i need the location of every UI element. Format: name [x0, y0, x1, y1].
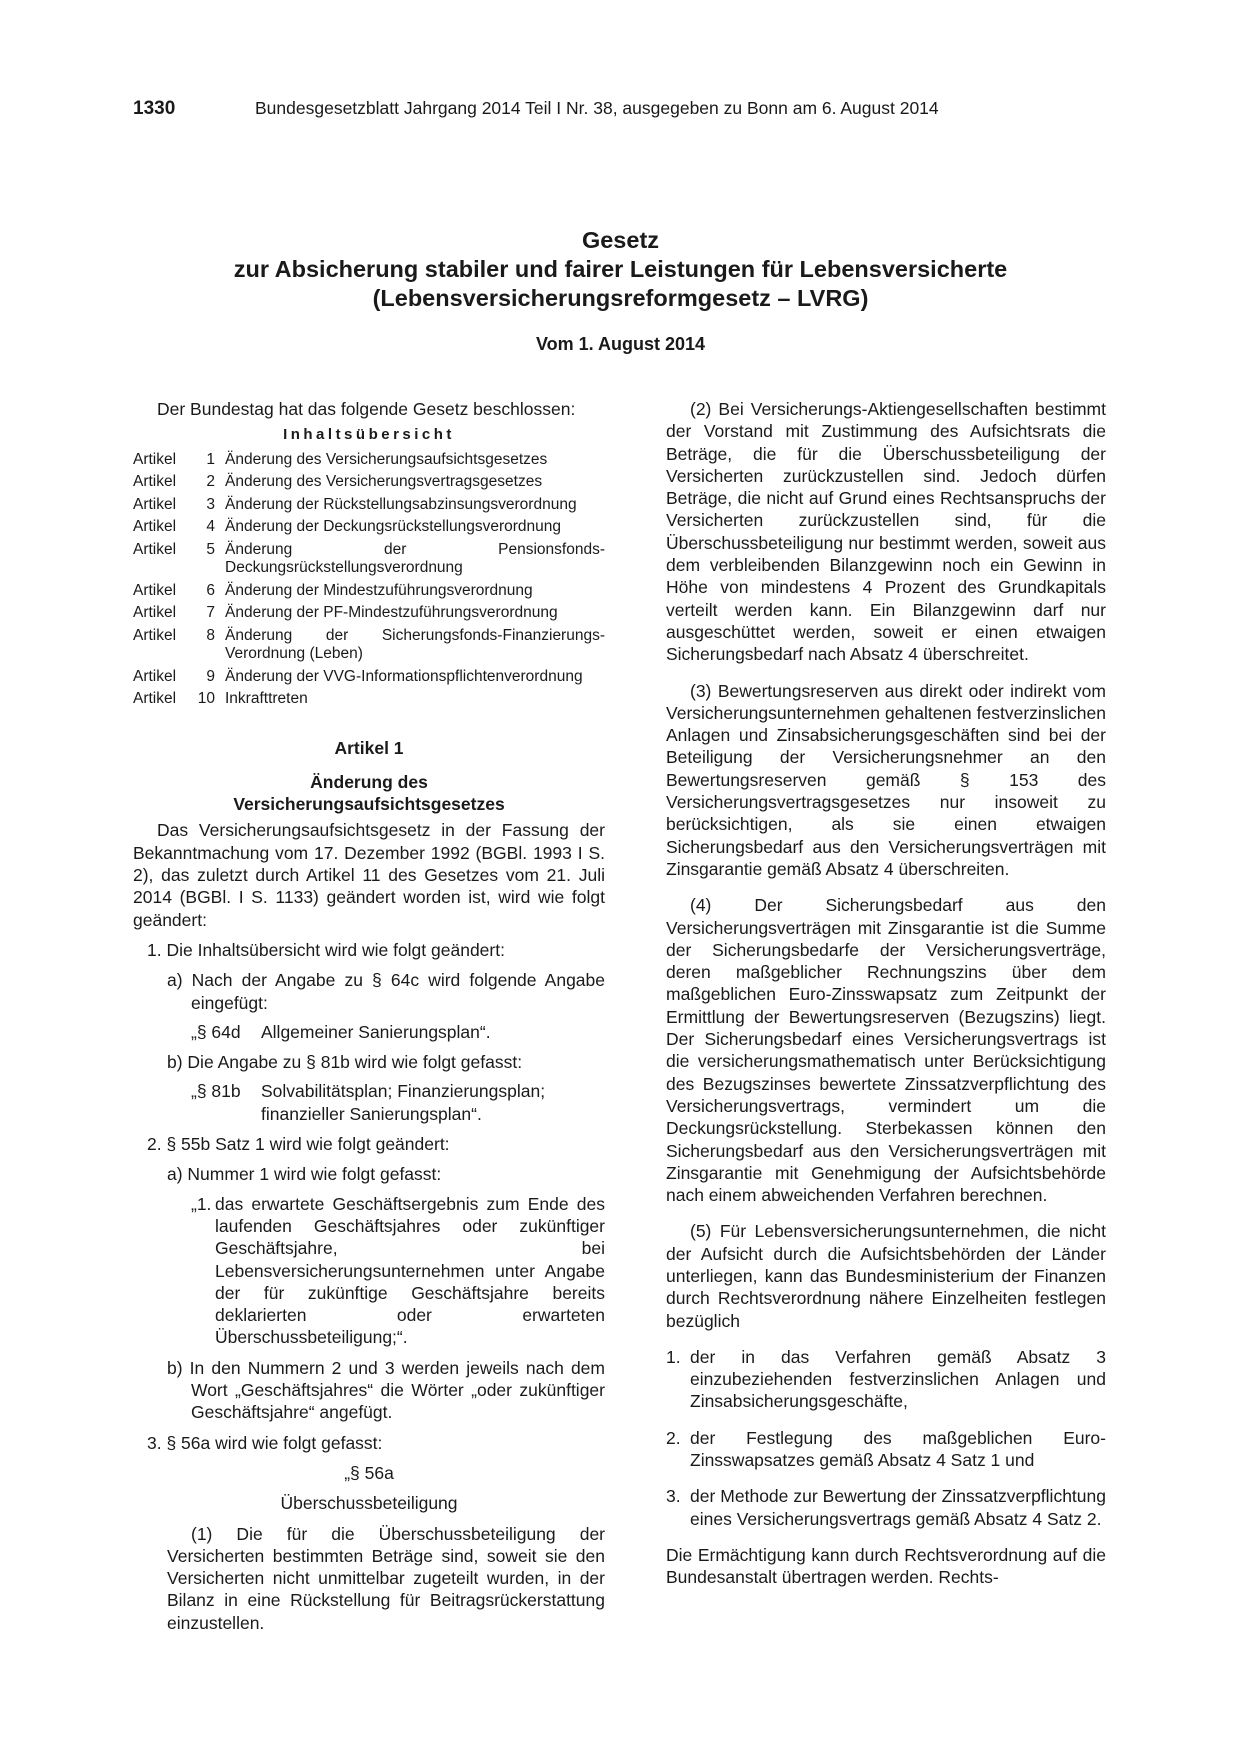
quote-key: „§ 81b	[191, 1081, 241, 1102]
page-header	[133, 98, 1108, 124]
list-mark: 1.	[666, 1346, 681, 1367]
toc-text: Änderung der Deckungsrückstellungsverordnung	[225, 518, 562, 536]
amendment-item-1b: b) Die Angabe zu § 81b wird wie folgt gefasst:	[167, 1052, 523, 1073]
toc-text: Änderung der VVG-Informationspflichtenverordnung	[225, 667, 583, 685]
section-title: Überschussbeteiligung	[280, 1493, 458, 1514]
toc-art: Artikel	[133, 518, 177, 536]
list-mark: 2.	[666, 1427, 681, 1448]
toc-num: 4	[206, 518, 215, 536]
toc-text: Änderung der Mindestzuführungsverordnung	[225, 581, 533, 599]
amendment-item-1: 1. Die Inhaltsübersicht wird wie folgt geändert:	[147, 939, 505, 960]
page-number: 1330	[133, 98, 176, 119]
toc-art: Artikel	[133, 626, 177, 644]
toc-num: 2	[206, 473, 215, 491]
toc-num: 9	[206, 667, 215, 685]
section-paragraph-1: (1) Die für die Überschussbeteiligung der Versicherten bestimmten Beträge sind, soweit sie den Versicherten nicht unmittelbar zugeteilt wurden, in der Bilanz in eine Rückstellung für Beitragsrückerstattung einzustellen.	[167, 1523, 605, 1633]
section-paragraph-2: (2) Bei Versicherungs-Aktiengesellschaften bestimmt der Vorstand mit Zustimmung des Aufsichtsrats die Beträge, die für die Überschussbeteiligung der Versicherten zurückzustellen sind. Jedoch dürfen Beträge, die nicht auf Grund eines Rechtsanspruchs der Versicherten zurückzustellen sind, für die Überschussbeteiligung nur bestimmt werden, soweit aus dem verbleibenden Bilanzgewinn noch ein Gewinn in Höhe von mindestens 4 Prozent des Grundkapitals verteilt werden kann. Ein Bilanzgewinn darf nur ausgeschüttet werden, soweit er einen etwaigen Sicherungsbedarf nach Absatz 4 überschreitet.	[666, 399, 1106, 665]
list-item	[666, 1485, 1106, 1530]
toc-art: Artikel	[133, 667, 177, 685]
toc-text: Inkrafttreten	[225, 690, 308, 708]
toc-num: 7	[206, 604, 215, 622]
toc-text: Änderung der Rückstellungsabzinsungsverordnung	[225, 495, 577, 513]
toc-text: Änderung des Versicherungsvertragsgesetzes	[225, 473, 543, 491]
list-item	[666, 1346, 1106, 1413]
table-of-contents	[133, 451, 605, 709]
closing-paragraph: Die Ermächtigung kann durch Rechtsverordnung auf die Bundesanstalt übertragen werden. Rechts-	[666, 1544, 1106, 1588]
toc-row	[133, 668, 605, 687]
quote-81b	[133, 1080, 605, 1125]
section-paragraph-5: (5) Für Lebensversicherungsunternehmen, die nicht der Aufsicht durch die Aufsichtsbehörden der Länder unterliegen, kann das Bundesministerium der Finanzen durch Rechtsverordnung nähere Einzelheiten festlegen bezüglich	[666, 1221, 1106, 1331]
quote-mark: „1.	[191, 1193, 212, 1214]
toc-heading: Inhaltsübersicht	[283, 426, 455, 444]
toc-num: 6	[206, 581, 215, 599]
toc-text: Änderung der PF-Mindestzuführungsverordnung	[225, 604, 558, 622]
amendment-item-2a: a) Nummer 1 wird wie folgt gefasst:	[167, 1164, 442, 1185]
quote-value: das erwartete Geschäftsergebnis zum Ende des laufenden Geschäftsjahres oder zukünftiger Geschäftsjahre, bei Lebensversicherungsunternehmen unter Angabe der für zukünftige Geschäftsjahre bereits deklarierten oder erwarteten Überschussbeteiligung;“.	[215, 1193, 605, 1348]
article-heading: Artikel 1	[334, 737, 404, 758]
section-paragraph-4: (4) Der Sicherungsbedarf aus den Versicherungsverträgen mit Zinsgarantie ist die Summe der Sicherungsbedarfe der Versicherungsverträge, deren maßgeblicher Rechnungszins über dem maßgeblichen Euro-Zinsswapsatz zum Zeitpunkt der Ermittlung der Bewertungsreserven (Bezugszins) liegt. Der Sicherungsbedarf eines Versicherungsvertrags ist die versicherungsmathematisch unter Berücksichtigung des Bezugszinses bewertete Zinssatzverpflichtung des Versicherungsvertrags, vermindert um die Deckungsrückstellung. Sterbekassen können den Sicherungsbedarf aus den Versicherungsverträgen mit Zinsgarantie mit Genehmigung der Aufsichtsbehörde nach einem abweichenden Verfahren berechnen.	[666, 895, 1106, 1206]
toc-art: Artikel	[133, 540, 177, 558]
list-text: der in das Verfahren gemäß Absatz 3 einzubeziehenden festverzinslichen Anlagen und Zinsabsicherungsgeschäfte,	[690, 1346, 1106, 1412]
toc-row	[133, 627, 605, 664]
toc-num: 5	[206, 540, 215, 558]
amendment-item-3: 3. § 56a wird wie folgt gefasst:	[147, 1432, 383, 1453]
amendment-item-2: 2. § 55b Satz 1 wird wie folgt geändert:	[147, 1134, 450, 1155]
toc-text: Änderung der Sicherungsfonds-Finanzierungs-Verordnung (Leben)	[225, 626, 605, 663]
toc-row	[133, 604, 605, 623]
law-title	[133, 226, 1108, 313]
toc-art: Artikel	[133, 473, 177, 491]
section-number: „§ 56a	[344, 1462, 394, 1483]
running-head: Bundesgesetzblatt Jahrgang 2014 Teil I Nr. 38, ausgegeben zu Bonn am 6. August 2014	[255, 98, 939, 118]
toc-row	[133, 518, 605, 537]
toc-row	[133, 690, 605, 709]
quote-value: Solvabilitätsplan; Finanzierungsplan; finanzieller Sanierungsplan“.	[261, 1081, 546, 1124]
toc-num: 3	[206, 495, 215, 513]
toc-num: 1	[206, 450, 215, 468]
toc-text: Änderung des Versicherungsaufsichtsgesetzes	[225, 450, 548, 468]
quote-value: Allgemeiner Sanierungsplan“.	[261, 1021, 491, 1042]
toc-row	[133, 451, 605, 470]
toc-art: Artikel	[133, 495, 177, 513]
quote-key: „§ 64d	[191, 1021, 241, 1042]
list-text: der Festlegung des maßgeblichen Euro-Zinsswapsatzes gemäß Absatz 4 Satz 1 und	[690, 1427, 1106, 1471]
preamble: Der Bundestag hat das folgende Gesetz beschlossen:	[157, 399, 576, 419]
title-line-2: zur Absicherung stabiler und fairer Leistungen für Lebensversicherte	[233, 256, 1008, 282]
toc-art: Artikel	[133, 690, 177, 708]
list-item	[666, 1427, 1106, 1472]
toc-row	[133, 496, 605, 515]
article-intro: Das Versicherungsaufsichtsgesetz in der Fassung der Bekanntmachung vom 17. Dezember 1992 (BGBl. 1993 I S. 2), das zuletzt durch Artikel 11 des Gesetzes vom 21. Juli 2014 (BGBl. I S. 1133) geändert worden ist, wird wie folgt geändert:	[133, 820, 605, 930]
toc-row	[133, 541, 605, 578]
title-line-3: (Lebensversicherungsreformgesetz – LVRG)	[372, 285, 869, 311]
toc-art: Artikel	[133, 450, 177, 468]
toc-num: 8	[206, 626, 215, 644]
quote-64d	[133, 1021, 605, 1043]
list-mark: 3.	[666, 1486, 681, 1507]
article-title-a: Änderung des	[310, 771, 428, 792]
law-date: Vom 1. August 2014	[535, 334, 706, 354]
title-line-1: Gesetz	[581, 227, 660, 253]
toc-row	[133, 473, 605, 492]
toc-art: Artikel	[133, 604, 177, 622]
toc-art: Artikel	[133, 581, 177, 599]
toc-text: Änderung der Pensionsfonds-Deckungsrückstellungsverordnung	[225, 540, 605, 577]
amendment-item-2b: b) In den Nummern 2 und 3 werden jeweils nach dem Wort „Geschäftsjahres“ die Wörter „oder zukünftiger Geschäftsjahre“ angefügt.	[167, 1357, 605, 1423]
list-text: der Methode zur Bewertung der Zinssatzverpflichtung eines Versicherungsvertrags gemäß Absatz 4 Satz 2.	[690, 1486, 1106, 1529]
toc-num: 10	[197, 690, 215, 708]
quote-nummer-1	[133, 1193, 605, 1349]
amendment-item-1a: a) Nach der Angabe zu § 64c wird folgende Angabe eingefügt:	[167, 970, 605, 1013]
article-title-b: Versicherungsaufsichtsgesetzes	[233, 794, 505, 815]
right-column	[666, 398, 1106, 1589]
toc-row	[133, 582, 605, 601]
left-column	[133, 398, 605, 1634]
section-paragraph-3: (3) Bewertungsreserven aus direkt oder indirekt vom Versicherungsunternehmen gehaltenen festverzinslichen Anlagen und Zinsabsicherungsgeschäften sind bei der Beteiligung der Versicherungsnehmer an den Bewertungsreserven gemäß § 153 des Versicherungsvertragsgesetzes nur insoweit zu berücksichtigen, als sie einen etwaigen Sicherungsbedarf aus den Versicherungsverträgen mit Zinsgarantie gemäß Absatz 4 überschreiten.	[666, 680, 1106, 879]
